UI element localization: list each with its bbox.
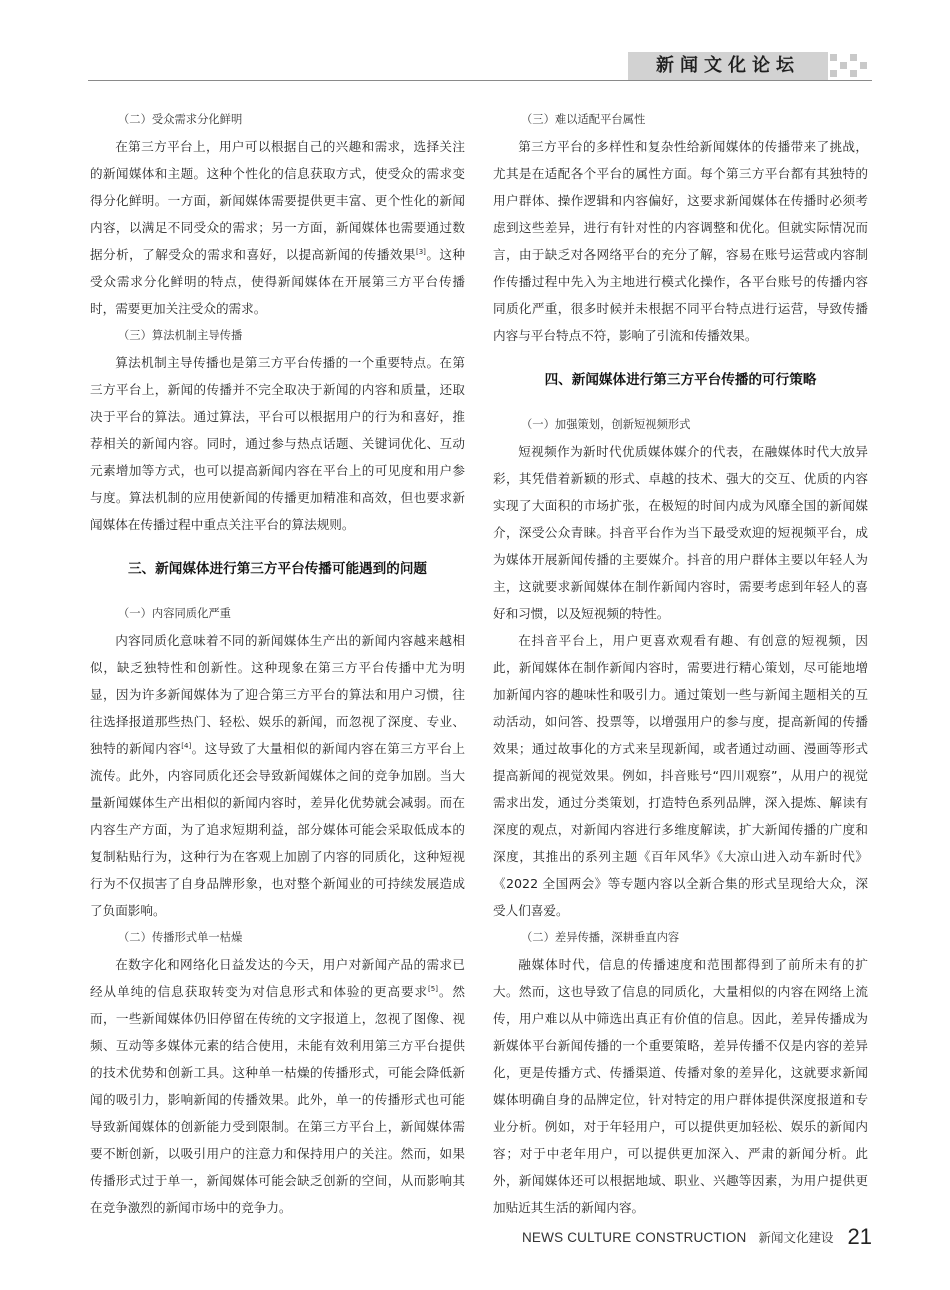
paragraph-homogenization (90, 627, 465, 924)
page-number: 21 (847, 1224, 872, 1249)
paragraph-algorithm: 算法机制主导传播也是第三方平台传播的一个重要特点。在第三方平台上，新闻的传播并不完全取决于新闻的内容和质量，还取决于平台的算法。通过算法，平台可以根据用户的行为和喜好，推荐相关的新闻内容。同时，通过参与热点话题、关键词优化、互动元素增加等方式，也可以提高新闻内容在平台上的可见度和用户参与度。算法机制的应用使新闻的传播更加精准和高效，但也要求新闻媒体在传播过程中重点关注平台的算法规则。 (90, 355, 465, 532)
right-column (493, 106, 868, 1221)
subheading-homogenization: （一）内容同质化严重 (118, 607, 231, 620)
subheading-algorithm: （三）算法机制主导传播 (118, 329, 243, 342)
header-decoration (828, 54, 872, 78)
subheading-platform-fit: （三）难以适配平台属性 (521, 113, 646, 126)
paragraph-single-form (90, 951, 465, 1221)
citation: [3] (415, 247, 426, 256)
citation: [4] (181, 741, 192, 750)
section-heading-problems: 三、新闻媒体进行第三方平台传播可能遇到的问题 (127, 561, 428, 577)
page-footer (522, 1220, 872, 1254)
text: 。这种受众需求分化鲜明的特点，使得新闻媒体在开展第三方平台传播时，需要更加关注受众的需求。 (90, 247, 466, 316)
subheading-differentiation: （二）差异传播，深耕垂直内容 (521, 931, 680, 944)
paragraph-platform-fit: 第三方平台的多样性和复杂性给新闻媒体的传播带来了挑战，尤其是在适配各个平台的属性方面。每个第三方平台都有其独特的用户群体、操作逻辑和内容偏好，这要求新闻媒体在传播时必须考虑到这些差异，进行有针对性的内容调整和优化。但就实际情况而言，由于缺乏对各网络平台的充分了解，容易在账号运营或内容制作传播过程中先入为主地进行模式化操作，各平台账号的传播内容同质化严重，很多时候并未根据不同平台特点进行运营，导致传播内容与平台特点不符，影响了引流和传播效果。 (493, 139, 868, 343)
paragraph-short-video-2: 在抖音平台上，用户更喜欢观看有趣、有创意的短视频，因此，新闻媒体在制作新闻内容时，需要进行精心策划，尽可能地增加新闻内容的趣味性和吸引力。通过策划一些与新闻主题相关的互动活动，如问答、投票等，以增强用户的参与度，提高新闻的传播效果；通过故事化的方式来呈现新闻，或者通过动画、漫画等形式提高新闻的视觉效果。例如，抖音账号“四川观察”，从用户的视觉需求出发，通过分类策划，打造特色系列品牌，深入提炼、解读有深度的观点，对新闻内容进行多维度解读，扩大新闻传播的广度和深度，其推出的系列主题《百年风华》《大凉山进入动车新时代》《2022 全国两会》等专题内容以全新合集的形式呈现给大众，深受人们喜爱。 (493, 633, 868, 918)
header-band (628, 52, 828, 80)
paragraph-audience (90, 133, 465, 322)
text: 。这导致了大量相似的新闻内容在第三方平台上流传。此外，内容同质化还会导致新闻媒体之间的竞争加剧。当大量新闻媒体生产出相似的新闻内容时，差异化优势就会减弱。而在内容生产方面，为了追求短期利益，部分媒体可能会采取低成本的复制粘贴行为，这种行为在客观上加剧了内容的同质化，这种短视行为不仅损害了自身品牌形象，也对整个新闻业的可持续发展造成了负面影响。 (90, 741, 466, 918)
citation: [5] (428, 984, 438, 993)
text: 在数字化和网络化日益发达的今天，用户对新闻产品的需求已经从单纯的信息获取转变为对信息形式和体验的更高要求 (90, 957, 465, 999)
section-heading-strategies: 四、新闻媒体进行第三方平台传播的可行策略 (544, 372, 817, 388)
paragraph-short-video-1: 短视频作为新时代优质媒体媒介的代表，在融媒体时代大放异彩，其凭借着新颖的形式、卓越的技术、强大的交互、优质的内容实现了大面积的市场扩张，在极短的时间内成为风靡全国的新闻媒介，深受公众青睐。抖音平台作为当下最受欢迎的短视频平台，成为媒体开展新闻传播的主要媒介。抖音的用户群体主要以年轻人为主，这就要求新闻媒体在制作新闻内容时，需要考虑到年轻人的喜好和习惯，以及短视频的特性。 (493, 444, 868, 621)
subheading-audience: （二）受众需求分化鲜明 (118, 113, 243, 126)
header-rule (88, 80, 872, 81)
journal-name-en: NEWS CULTURE CONSTRUCTION (521, 1229, 747, 1245)
text: 在第三方平台上，用户可以根据自己的兴趣和需求，选择关注的新闻媒体和主题。这种个性化的信息获取方式，使受众的需求变得分化鲜明。一方面，新闻媒体需要提供更丰富、更个性化的新闻内容，以满足不同受众的需求；另一方面，新闻媒体也需要通过数据分析，了解受众的需求和喜好，以提高新闻的传播效果 (90, 139, 465, 262)
subheading-short-video: （一）加强策划，创新短视频形式 (521, 418, 691, 431)
journal-name-cn: 新闻文化建设 (758, 1230, 834, 1245)
section-title: 新闻文化论坛 (656, 55, 800, 76)
text: 。然而，一些新闻媒体仍旧停留在传统的文字报道上，忽视了图像、视频、互动等多媒体元素的结合使用，未能有效利用第三方平台提供的技术优势和创新工具。这种单一枯燥的传播形式，可能会降低新闻的吸引力，影响新闻的传播效果。此外，单一的传播形式也可能导致新闻媒体的创新能力受到限制。在第三方平台上，新闻媒体需要不断创新，以吸引用户的注意力和保持用户的关注。然而，如果传播形式过于单一，新闻媒体可能会缺乏创新的空间，从而影响其在竞争激烈的新闻市场中的竞争力。 (90, 984, 466, 1215)
left-column (90, 106, 465, 1221)
paragraph-differentiation: 融媒体时代，信息的传播速度和范围都得到了前所未有的扩大。然而，这也导致了信息的同质化，大量相似的内容在网络上流传，用户难以从中筛选出真正有价值的信息。因此，差异传播成为新媒体平台新闻传播的一个重要策略，差异传播不仅是内容的差异化，更是传播方式、传播渠道、传播对象的差异化，这就要求新闻媒体明确自身的品牌定位，针对特定的用户群体提供深度报道和专业分析。例如，对于年轻用户，可以提供更加轻松、娱乐的新闻内容；对于中老年用户，可以提供更加深入、严肃的新闻分析。此外，新闻媒体还可以根据地域、职业、兴趣等因素，为用户提供更加贴近其生活的新闻内容。 (493, 957, 868, 1215)
subheading-single-form: （二）传播形式单一枯燥 (118, 931, 243, 944)
text: 内容同质化意味着不同的新闻媒体生产出的新闻内容越来越相似，缺乏独特性和创新性。这种现象在第三方平台传播中尤为明显，因为许多新闻媒体为了迎合第三方平台的算法和用户习惯，往往选择报道那些热门、轻松、娱乐的新闻，而忽视了深度、专业、独特的新闻内容 (90, 633, 465, 756)
